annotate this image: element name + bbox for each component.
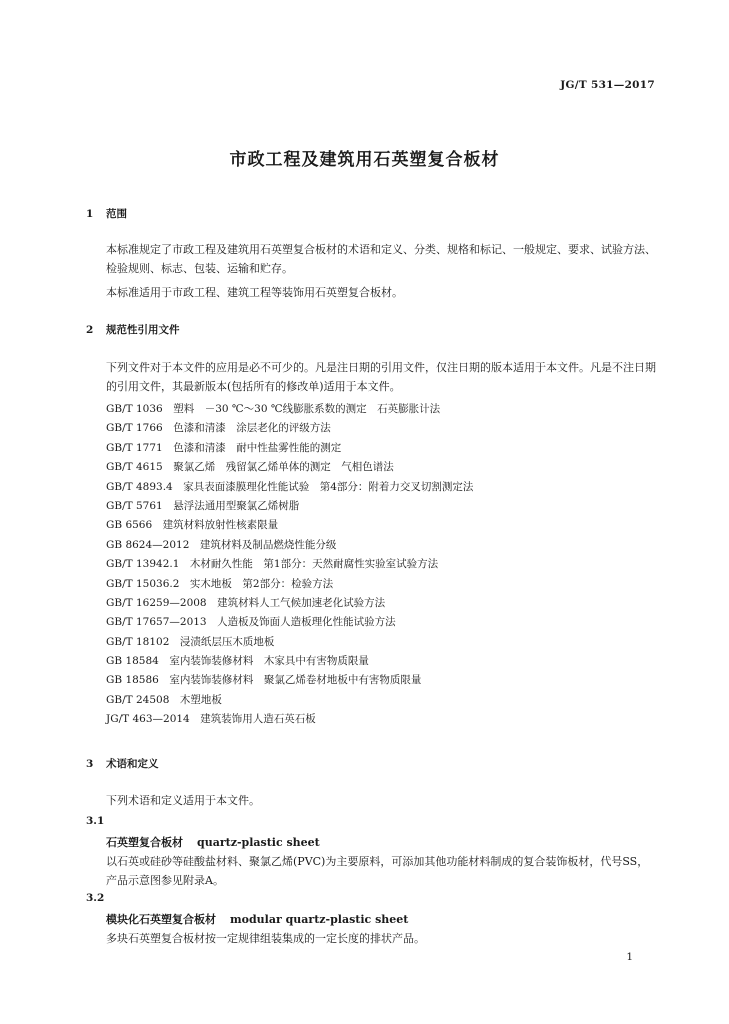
clause-3-2-number: 3.2 — [86, 892, 105, 904]
section-title: 范围 — [106, 208, 127, 220]
section-1-paragraph-2 — [84, 283, 658, 302]
paragraph-text: 本标准规定了市政工程及建筑用石英塑复合板材的术语和定义、分类、规格和标记、一般规定、要求、试验方法、检验规则、标志、包装、运输和贮存。 — [106, 243, 656, 275]
standard-number: JG/T 531—2017 — [560, 79, 655, 91]
section-3-intro — [84, 791, 658, 810]
section-3-heading — [86, 756, 159, 771]
reference-list — [106, 400, 473, 730]
reference-item: GB 6566 建筑材料放射性核素限量 — [106, 519, 279, 532]
reference-item: GB 18586 室内装饰装修材料 聚氯乙烯卷材地板中有害物质限量 — [106, 674, 422, 687]
section-title: 规范性引用文件 — [106, 324, 180, 336]
paragraph-text: 多块石英塑复合板材按一定规律组装集成的一定长度的排状产品。 — [106, 932, 425, 945]
term-english: modular quartz-plastic sheet — [230, 913, 409, 926]
reference-item: GB/T 18102 浸渍纸层压木质地板 — [106, 635, 275, 648]
reference-item: GB/T 16259—2008 建筑材料人工气候加速老化试验方法 — [106, 596, 386, 609]
reference-item: JG/T 463—2014 建筑装饰用人造石英石板 — [106, 713, 316, 726]
clause-3-1-number: 3.1 — [86, 815, 105, 827]
document-title: 市政工程及建筑用石英塑复合板材 — [229, 150, 500, 170]
reference-item: GB/T 4615 聚氯乙烯 残留氯乙烯单体的测定 气相色谱法 — [106, 461, 394, 474]
term-3-2-definition — [84, 929, 658, 948]
paragraph-text: 下列文件对于本文件的应用是必不可少的。凡是注日期的引用文件，仅注日期的版本适用于本文件。凡是不注日期的引用文件，其最新版本(包括所有的修改单)适用于本文件。 — [106, 361, 656, 393]
section-1-paragraph-1 — [84, 240, 658, 278]
reference-item: GB/T 24508 木塑地板 — [106, 693, 222, 706]
reference-item: GB/T 5761 悬浮法通用型聚氯乙烯树脂 — [106, 499, 300, 512]
paragraph-text: 下列术语和定义适用于本文件。 — [106, 794, 260, 807]
reference-item: GB 8624—2012 建筑材料及制品燃烧性能分级 — [106, 538, 337, 551]
reference-item: GB 18584 室内装饰装修材料 木家具中有害物质限量 — [106, 655, 369, 668]
term-english: quartz-plastic sheet — [197, 836, 320, 849]
section-2-heading — [86, 322, 180, 337]
reference-item: GB/T 4893.4 家具表面漆膜理化性能试验 第4部分：附着力交叉切割测定法 — [106, 480, 474, 493]
term-chinese: 模块化石英塑复合板材 — [106, 913, 216, 926]
section-number: 1 — [86, 208, 94, 220]
reference-item: GB/T 15036.2 实木地板 第2部分：检验方法 — [106, 577, 334, 590]
reference-item: GB/T 13942.1 木材耐久性能 第1部分：天然耐腐性实验室试验方法 — [106, 558, 439, 571]
reference-item: GB/T 1771 色漆和清漆 耐中性盐雾性能的测定 — [106, 441, 342, 454]
reference-item: GB/T 17657—2013 人造板及饰面人造板理化性能试验方法 — [106, 616, 396, 629]
section-number: 3 — [86, 758, 94, 770]
term-3-1 — [106, 834, 320, 850]
term-3-1-definition — [84, 852, 658, 890]
term-chinese: 石英塑复合板材 — [106, 836, 183, 849]
paragraph-text: 以石英或硅砂等硅酸盐材料、聚氯乙烯(PVC)为主要原料，可添加其他功能材料制成的复合装饰板材，代号SS，产品示意图参见附录A。 — [106, 855, 649, 887]
section-title: 术语和定义 — [106, 758, 159, 770]
reference-item: GB/T 1036 塑料 －30 ℃～30 ℃线膨胀系数的测定 石英膨胀计法 — [106, 403, 441, 415]
page-number: 1 — [626, 951, 633, 963]
paragraph-text: 本标准适用于市政工程、建筑工程等装饰用石英塑复合板材。 — [106, 286, 403, 299]
reference-item: GB/T 1766 色漆和清漆 涂层老化的评级方法 — [106, 422, 331, 435]
section-1-heading — [86, 206, 127, 221]
section-2-intro — [84, 358, 658, 396]
term-3-2 — [106, 911, 408, 927]
section-number: 2 — [86, 324, 94, 336]
